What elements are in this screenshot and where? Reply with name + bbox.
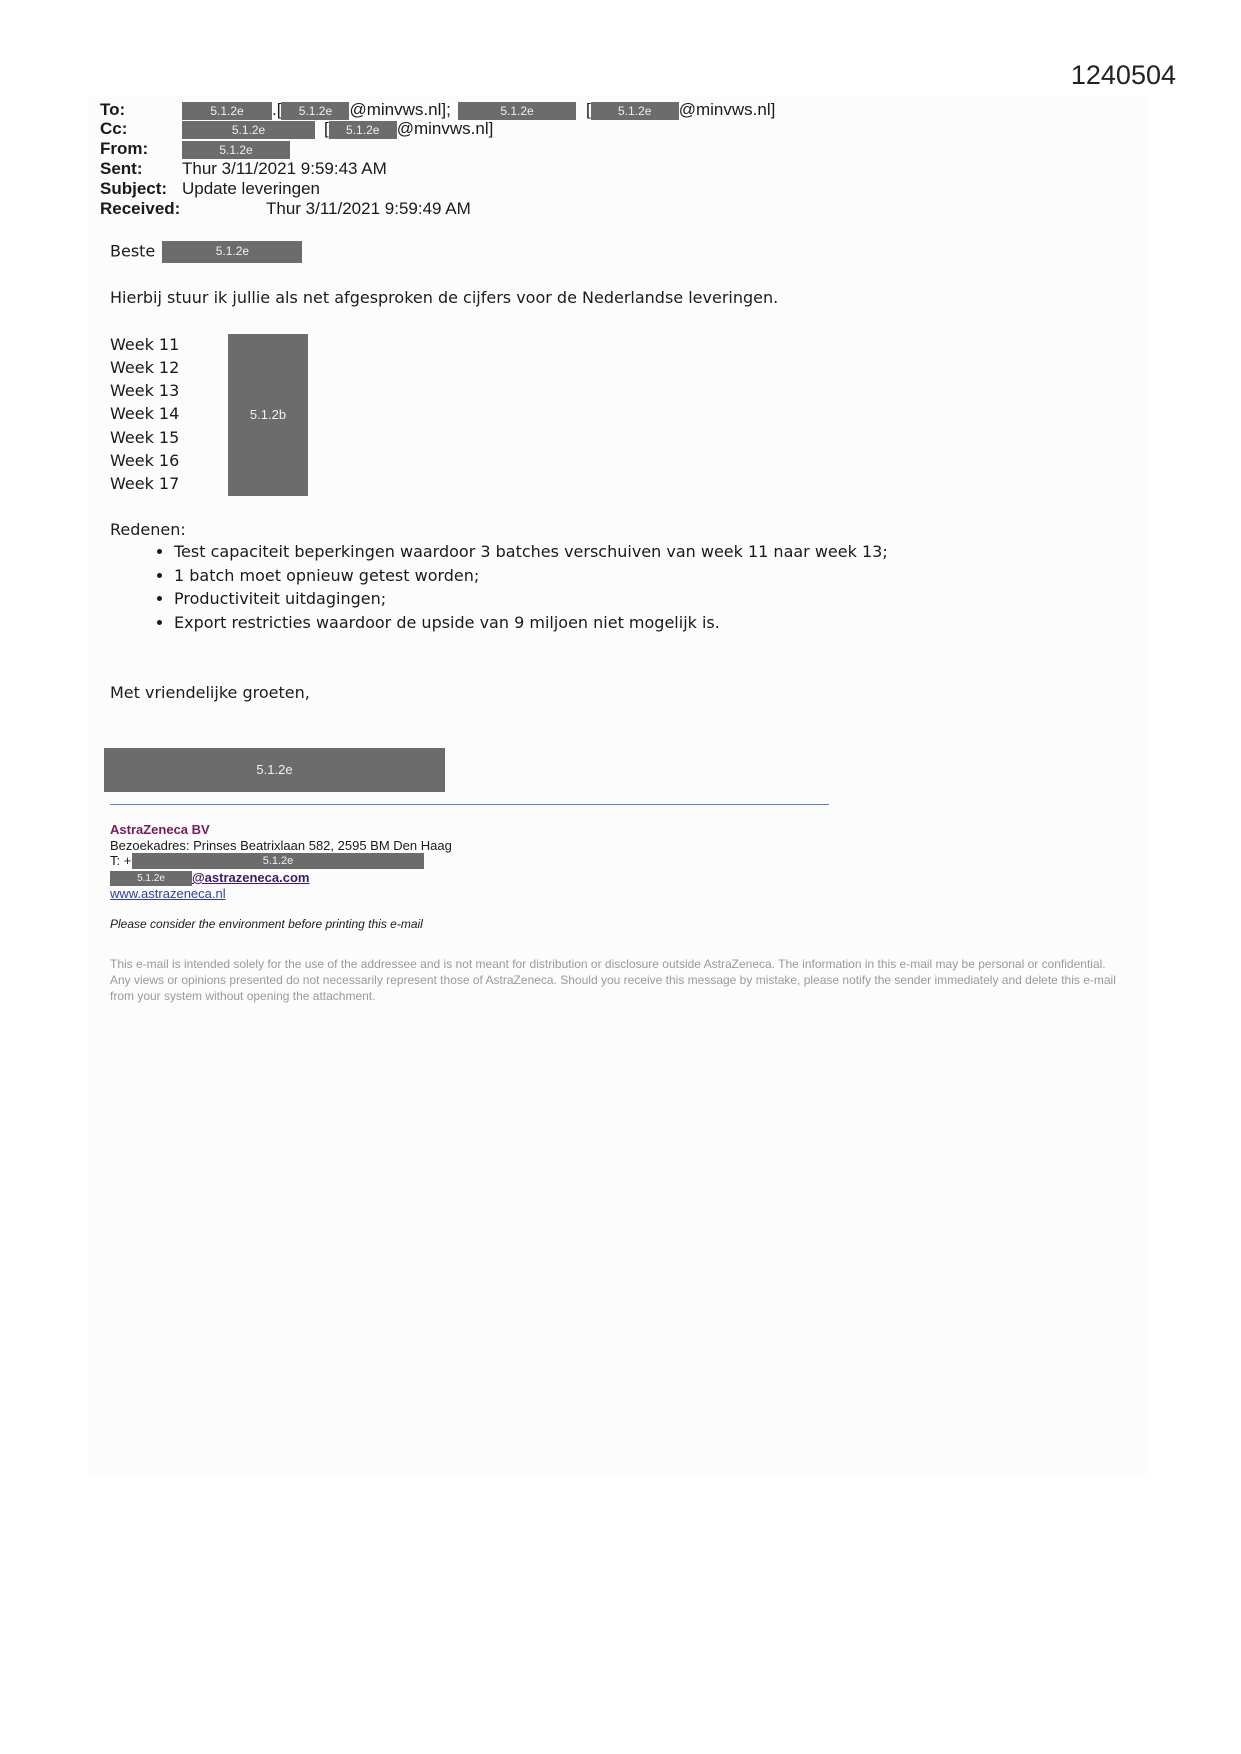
email-link[interactable]: @astrazeneca.com: [192, 870, 310, 885]
email-line: [110, 870, 309, 886]
redaction: 5.1.2b: [228, 334, 308, 496]
reasons-list: [150, 540, 888, 634]
phone-label: T: +: [110, 853, 132, 868]
disclaimer: This e-mail is intended solely for the use of the addressee and is not meant for distribution or disclosure outside AstraZeneca. The information in this e-mail may be personal or confidential. Any views or opinions presented do not necessarily represent those of AstraZeneca. Should you receive this message by mistake, please notify the sender immediately and delete this e-mail from your system without opening the attachment.: [110, 957, 1116, 1003]
to-bracket-1: [: [276, 100, 282, 119]
week-item: Week 12: [110, 358, 180, 377]
redaction: 5.1.2e: [162, 241, 302, 263]
reasons-heading: Redenen:: [110, 520, 186, 539]
redaction: 5.1.2e: [591, 102, 679, 120]
redaction: 5.1.2e: [182, 121, 315, 139]
redaction: 5.1.2e: [110, 871, 192, 886]
to-bracket-2: [: [586, 100, 591, 119]
redaction: 5.1.2e: [182, 102, 272, 120]
week-item: Week 11: [110, 335, 180, 354]
redaction: 5.1.2e: [329, 121, 397, 139]
sent-value: Thur 3/11/2021 9:59:43 AM: [182, 159, 387, 178]
week-item: Week 17: [110, 474, 180, 493]
to-domain-1: @minvws.nl];: [349, 100, 451, 119]
received-value: Thur 3/11/2021 9:59:49 AM: [266, 199, 471, 218]
company-name: AstraZeneca BV: [110, 822, 210, 837]
sent-label: Sent:: [100, 159, 143, 178]
document-id: 1240504: [1070, 60, 1176, 90]
address: Bezoekadres: Prinses Beatrixlaan 582, 2595 BM Den Haag: [110, 838, 452, 853]
environment-note: Please consider the environment before printing this e-mail: [110, 917, 423, 931]
from-label: From:: [100, 139, 149, 158]
redaction: 5.1.2e: [458, 102, 576, 120]
reason-item: • Test capaciteit beperkingen waardoor 3 batches verschuiven van week 11 naar week 13;: [174, 540, 888, 564]
website-link[interactable]: www.astrazeneca.nl: [110, 886, 226, 901]
website-line: [110, 886, 226, 901]
reason-item: • Export restricties waardoor de upside van 9 miljoen niet mogelijk is.: [174, 611, 888, 635]
to-domain-2: @minvws.nl]: [678, 100, 776, 119]
week-item: Week 13: [110, 381, 180, 400]
subject-label: Subject:: [100, 179, 168, 198]
received-label: Received:: [100, 199, 181, 218]
reason-item: • 1 batch moet opnieuw getest worden;: [174, 564, 888, 588]
cc-domain: @minvws.nl]: [396, 119, 494, 138]
redaction: 5.1.2e: [182, 141, 290, 159]
signature-divider: [110, 804, 829, 805]
subject-value: Update leveringen: [182, 179, 320, 198]
cc-bracket: [: [324, 119, 329, 138]
phone-line: [110, 853, 294, 868]
redaction: 5.1.2e: [281, 102, 349, 120]
to-dot: .: [272, 100, 277, 119]
closing: Met vriendelijke groeten,: [110, 683, 310, 702]
redaction: 5.1.2e: [132, 853, 424, 869]
reason-item: • Productiviteit uitdagingen;: [174, 587, 888, 611]
intro-text: Hierbij stuur ik jullie als net afgesproken de cijfers voor de Nederlandse leveringen.: [110, 288, 779, 307]
greeting: Beste: [110, 241, 156, 261]
cc-label: Cc:: [100, 119, 128, 138]
week-item: Week 14: [110, 404, 180, 423]
greeting-line: [110, 241, 302, 263]
week-item: Week 16: [110, 451, 180, 470]
redaction: 5.1.2e: [104, 748, 445, 792]
to-label: To:: [100, 100, 126, 119]
week-item: Week 15: [110, 428, 180, 447]
